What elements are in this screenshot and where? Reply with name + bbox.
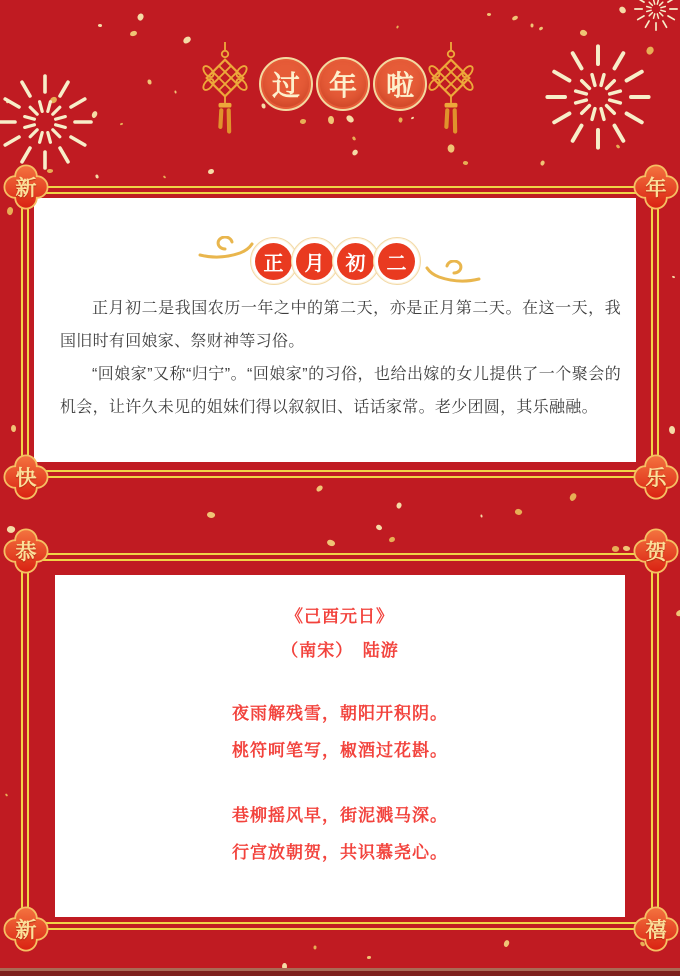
bottom-edge-strip xyxy=(0,968,680,976)
corner-badge-char: 贺 xyxy=(645,541,667,564)
corner-badge-char: 年 xyxy=(645,177,667,200)
poem-card xyxy=(55,575,625,917)
confetti-speck xyxy=(98,24,103,28)
confetti-speck xyxy=(539,160,545,166)
corner-badge-char: 恭 xyxy=(15,541,37,564)
confetti-speck xyxy=(208,169,214,175)
confetti-speck xyxy=(11,425,17,432)
confetti-speck xyxy=(411,117,415,120)
section-title-char: 二 xyxy=(378,243,415,280)
confetti-speck xyxy=(514,508,523,517)
corner-badge-xin1 xyxy=(0,160,53,214)
confetti-speck xyxy=(669,426,676,434)
confetti-speck xyxy=(395,502,402,510)
confetti-speck xyxy=(389,537,396,543)
page-title xyxy=(3,57,680,111)
confetti-speck xyxy=(328,116,335,125)
confetti-speck xyxy=(300,119,306,125)
firework-icon xyxy=(633,0,679,32)
section-title-char: 正 xyxy=(255,243,292,280)
confetti-speck xyxy=(95,174,99,179)
corner-badge-char: 乐 xyxy=(645,467,667,490)
title-char: 啦 xyxy=(385,70,414,101)
section-title-char: 月 xyxy=(296,243,333,280)
confetti-speck xyxy=(672,275,676,278)
confetti-speck xyxy=(503,939,511,948)
confetti-speck xyxy=(206,511,216,519)
confetti-speck xyxy=(182,36,192,45)
confetti-speck xyxy=(487,13,492,17)
confetti-speck xyxy=(375,524,383,532)
section-title-char: 初 xyxy=(337,243,374,280)
confetti-speck xyxy=(530,23,533,27)
confetti-speck xyxy=(539,26,544,30)
corner-badge-char: 快 xyxy=(15,467,37,490)
confetti-speck xyxy=(313,945,317,949)
confetti-speck xyxy=(512,15,519,21)
title-char: 年 xyxy=(328,70,357,101)
confetti-speck xyxy=(120,123,123,126)
confetti-speck xyxy=(351,149,359,156)
corner-badge-char: 新 xyxy=(15,177,37,200)
title-char: 过 xyxy=(271,70,300,101)
corner-badge-gong xyxy=(0,524,53,578)
confetti-speck xyxy=(398,117,404,123)
confetti-speck xyxy=(345,114,355,124)
poem xyxy=(55,600,625,871)
confetti-speck xyxy=(462,160,468,166)
confetti-speck xyxy=(326,538,336,547)
confetti-speck xyxy=(396,25,399,29)
corner-badge-char: 新 xyxy=(15,919,37,942)
poem-line: 夜雨解残雪，朝阳开积阴。 xyxy=(232,704,448,723)
confetti-speck xyxy=(352,136,356,141)
section-title-badge xyxy=(373,237,421,285)
title-circle xyxy=(316,57,370,111)
title-circle xyxy=(373,57,427,111)
poem-line: 行宫放朝贺，共识慕尧心。 xyxy=(232,843,448,862)
corner-badge-kuai xyxy=(0,450,53,504)
intro-text xyxy=(60,292,621,424)
confetti-speck xyxy=(163,175,166,179)
intro-card xyxy=(34,198,636,462)
chinese-knot-icon xyxy=(428,42,474,138)
confetti-speck xyxy=(579,29,588,38)
corner-badge-le xyxy=(629,450,680,504)
confetti-speck xyxy=(130,31,138,37)
poem-author: （南宋） 陆游 xyxy=(281,641,399,660)
confetti-speck xyxy=(367,956,371,959)
confetti-speck xyxy=(5,793,8,797)
confetti-speck xyxy=(315,484,324,492)
poem-line: 巷柳摇风早，街泥溅马深。 xyxy=(232,806,448,825)
corner-badge-nian1 xyxy=(629,160,680,214)
corner-badge-char: 禧 xyxy=(645,919,667,942)
corner-badge-he xyxy=(629,524,680,578)
poem-line: 桃符呵笔写，椒酒过花斟。 xyxy=(232,741,448,760)
paragraph-1: 正月初二是我国农历一年之中的第二天，亦是正月第二天。在这一天，我国旧时有回娘家、祭财神等习俗。 xyxy=(60,300,621,350)
corner-badge-xi xyxy=(629,902,680,956)
poem-title: 《己酉元日》 xyxy=(286,607,394,626)
confetti-speck xyxy=(480,514,482,517)
section-title xyxy=(34,237,636,285)
title-circle xyxy=(259,57,313,111)
confetti-speck xyxy=(446,144,455,154)
confetti-speck xyxy=(618,6,626,15)
confetti-speck xyxy=(136,12,145,21)
confetti-speck xyxy=(611,545,619,553)
cloud-swirl-icon xyxy=(425,260,481,284)
corner-badge-xin2 xyxy=(0,902,53,956)
confetti-speck xyxy=(675,609,680,617)
paragraph-2: “回娘家”又称“归宁”。“回娘家”的习俗，也给出嫁的女儿提供了一个聚会的机会，让许久未见的姐妹们得以叙叙旧、话话家常。老少团圆，其乐融融。 xyxy=(60,366,621,416)
confetti-speck xyxy=(568,492,578,502)
